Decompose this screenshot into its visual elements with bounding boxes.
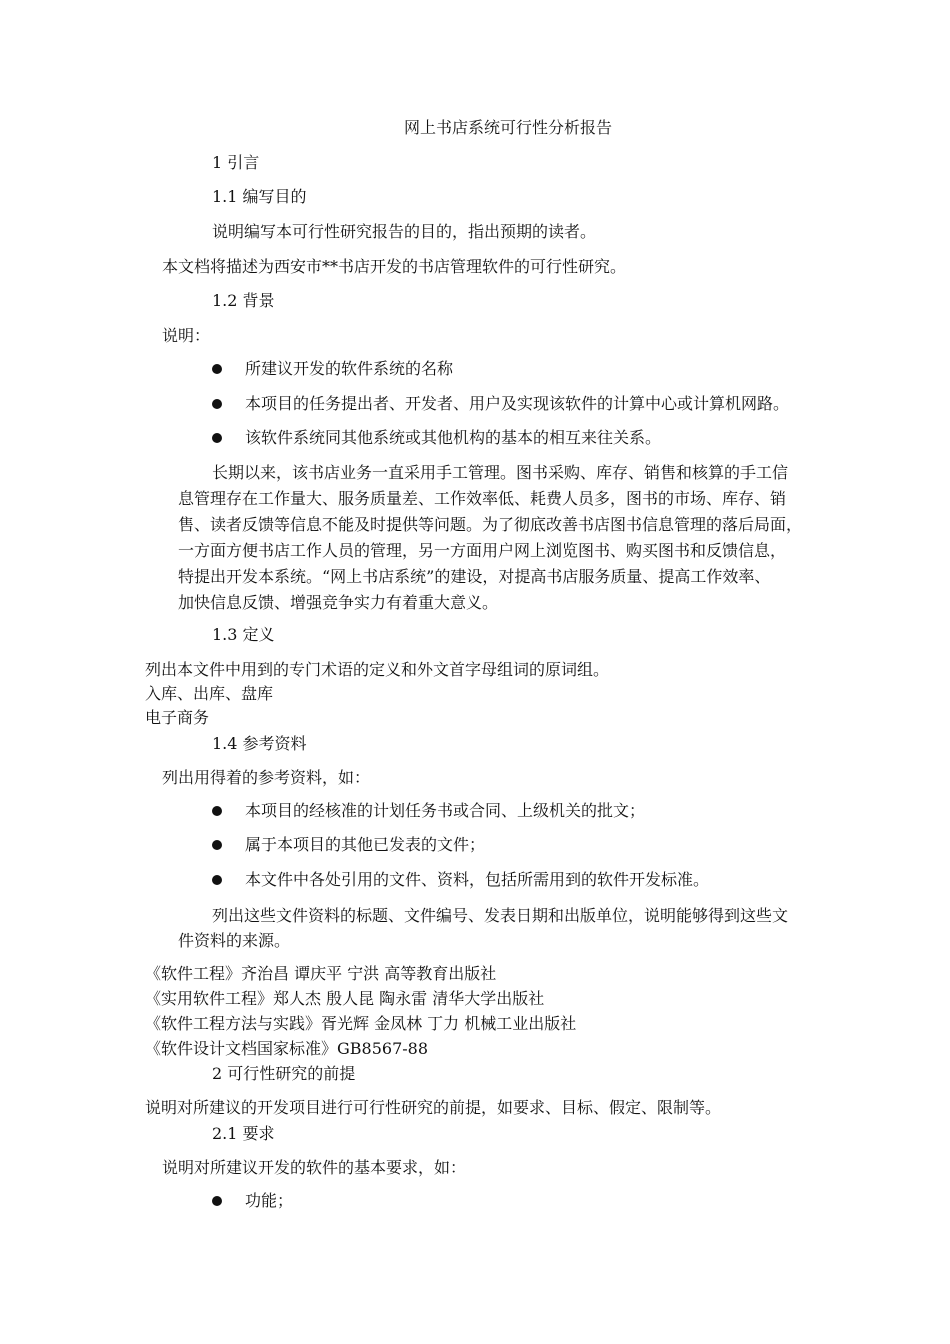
list-item: 所建议开发的软件系统的名称 bbox=[245, 359, 454, 378]
section-2-1-description: 说明对所建议开发的软件的基本要求，如： bbox=[162, 1158, 467, 1177]
reference-item: 《软件工程》齐治昌 谭庆平 宁洪 高等教育出版社 bbox=[145, 964, 497, 983]
list-item: 属于本项目的其他已发表的文件； bbox=[245, 835, 486, 854]
paragraph-line: 一方面方便书店工作人员的管理，另一方面用户网上浏览图书、购买图书和反馈信息， bbox=[178, 541, 787, 560]
term-item: 电子商务 bbox=[145, 708, 210, 727]
section-heading-1-4: 1.4 参考资料 bbox=[212, 734, 307, 753]
reference-item: 《软件设计文档国家标准》GB8567-88 bbox=[145, 1039, 429, 1058]
section-1-1-text: 本文档将描述为西安市**书店开发的书店管理软件的可行性研究。 bbox=[162, 257, 627, 276]
section-1-1-description: 说明编写本可行性研究报告的目的，指出预期的读者。 bbox=[212, 222, 597, 241]
paragraph-line: 售、读者反馈等信息不能及时提供等问题。为了彻底改善书店图书信息管理的落后局面， bbox=[178, 515, 803, 534]
paragraph-line: 件资料的来源。 bbox=[178, 931, 291, 950]
section-1-2-label: 说明： bbox=[162, 326, 211, 345]
document-title: 网上书店系统可行性分析报告 bbox=[403, 118, 612, 137]
paragraph-line: 长期以来，该书店业务一直采用手工管理。图书采购、库存、销售和核算的手工信 bbox=[212, 463, 789, 482]
reference-item: 《软件工程方法与实践》胥光辉 金凤林 丁力 机械工业出版社 bbox=[145, 1014, 577, 1033]
term-item: 入库、出库、盘库 bbox=[145, 684, 274, 703]
bullet-icon bbox=[212, 840, 222, 850]
paragraph-line: 列出这些文件资料的标题、文件编号、发表日期和出版单位，说明能够得到这些文 bbox=[212, 906, 789, 925]
bullet-icon bbox=[212, 806, 222, 816]
list-item: 本项目的经核准的计划任务书或合同、上级机关的批文； bbox=[245, 801, 646, 820]
list-item: 该软件系统同其他系统或其他机构的基本的相互来往关系。 bbox=[245, 428, 662, 447]
section-heading-2: 2 可行性研究的前提 bbox=[212, 1064, 356, 1083]
list-item: 本文件中各处引用的文件、资料，包括所需用到的软件开发标准。 bbox=[245, 870, 710, 889]
list-item: 功能； bbox=[245, 1191, 294, 1210]
bullet-icon bbox=[212, 399, 222, 409]
section-heading-1-3: 1.3 定义 bbox=[212, 625, 275, 644]
bullet-icon bbox=[212, 364, 222, 374]
section-heading-2-1: 2.1 要求 bbox=[212, 1124, 275, 1143]
bullet-icon bbox=[212, 433, 222, 443]
section-1-4-description: 列出用得着的参考资料，如： bbox=[162, 768, 371, 787]
section-heading-1: 1 引言 bbox=[212, 153, 260, 172]
list-item: 本项目的任务提出者、开发者、用户及实现该软件的计算中心或计算机网路。 bbox=[245, 394, 790, 413]
paragraph-line: 加快信息反馈、增强竞争实力有着重大意义。 bbox=[178, 593, 499, 612]
reference-item: 《实用软件工程》郑人杰 殷人昆 陶永雷 清华大学出版社 bbox=[145, 989, 545, 1008]
section-heading-1-2: 1.2 背景 bbox=[212, 291, 275, 310]
bullet-icon bbox=[212, 875, 222, 885]
bullet-icon bbox=[212, 1196, 222, 1206]
section-2-description: 说明对所建议的开发项目进行可行性研究的前提，如要求、目标、假定、限制等。 bbox=[145, 1098, 722, 1117]
section-1-3-description: 列出本文件中用到的专门术语的定义和外文首字母组词的原词组。 bbox=[145, 660, 610, 679]
section-heading-1-1: 1.1 编写目的 bbox=[212, 187, 307, 206]
paragraph-line: 息管理存在工作量大、服务质量差、工作效率低、耗费人员多，图书的市场、库存、销 bbox=[178, 489, 787, 508]
paragraph-line: 特提出开发本系统。“网上书店系统”的建设，对提高书店服务质量、提高工作效率、 bbox=[178, 567, 771, 586]
